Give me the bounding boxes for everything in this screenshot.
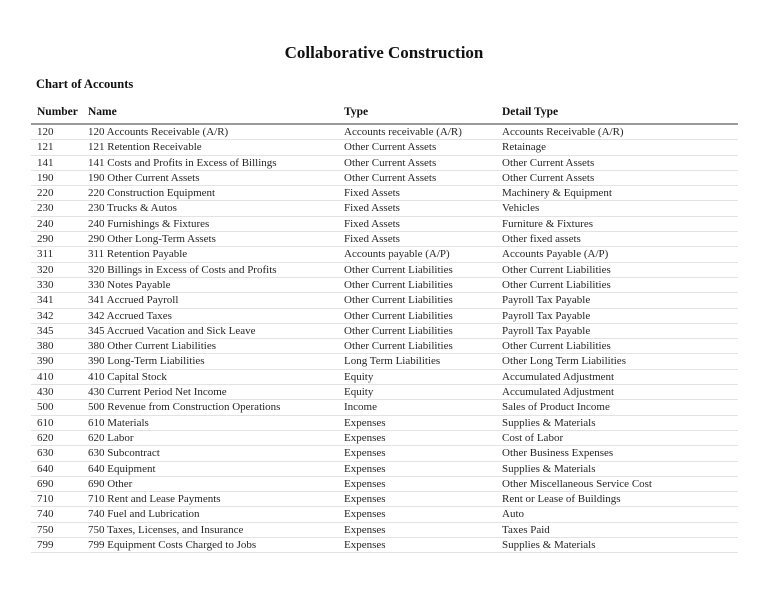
table-row [31, 201, 738, 216]
cell-name: 690 Other [82, 476, 338, 491]
cell-number: 740 [31, 507, 82, 522]
cell-detail-type: Supplies & Materials [496, 415, 738, 430]
cell-type: Other Current Liabilities [338, 308, 496, 323]
table-row [31, 385, 738, 400]
cell-type: Fixed Assets [338, 201, 496, 216]
table-row [31, 124, 738, 140]
cell-number: 141 [31, 155, 82, 170]
cell-detail-type: Taxes Paid [496, 522, 738, 537]
cell-detail-type: Supplies & Materials [496, 461, 738, 476]
cell-number: 500 [31, 400, 82, 415]
column-header-number: Number [31, 105, 82, 124]
cell-detail-type: Auto [496, 507, 738, 522]
table-row [31, 339, 738, 354]
table-row [31, 308, 738, 323]
cell-name: 390 Long-Term Liabilities [82, 354, 338, 369]
cell-detail-type: Other Business Expenses [496, 446, 738, 461]
cell-name: 121 Retention Receivable [82, 140, 338, 155]
cell-number: 710 [31, 492, 82, 507]
cell-type: Fixed Assets [338, 232, 496, 247]
cell-number: 640 [31, 461, 82, 476]
cell-detail-type: Furniture & Fixtures [496, 216, 738, 231]
cell-name: 630 Subcontract [82, 446, 338, 461]
cell-number: 610 [31, 415, 82, 430]
cell-number: 410 [31, 369, 82, 384]
cell-number: 380 [31, 339, 82, 354]
cell-type: Accounts payable (A/P) [338, 247, 496, 262]
cell-detail-type: Other Current Liabilities [496, 262, 738, 277]
cell-detail-type: Other Current Assets [496, 170, 738, 185]
cell-number: 120 [31, 124, 82, 140]
table-row [31, 522, 738, 537]
cell-type: Other Current Liabilities [338, 293, 496, 308]
cell-number: 799 [31, 538, 82, 553]
cell-name: 341 Accrued Payroll [82, 293, 338, 308]
table-row [31, 155, 738, 170]
section-title: Chart of Accounts [36, 77, 134, 91]
column-header-name: Name [82, 105, 338, 124]
cell-name: 740 Fuel and Lubrication [82, 507, 338, 522]
table-row [31, 492, 738, 507]
table-row [31, 415, 738, 430]
cell-name: 410 Capital Stock [82, 369, 338, 384]
cell-number: 240 [31, 216, 82, 231]
table-row [31, 170, 738, 185]
table-row [31, 216, 738, 231]
cell-number: 630 [31, 446, 82, 461]
cell-name: 380 Other Current Liabilities [82, 339, 338, 354]
cell-detail-type: Vehicles [496, 201, 738, 216]
cell-detail-type: Retainage [496, 140, 738, 155]
cell-number: 342 [31, 308, 82, 323]
table-row [31, 186, 738, 201]
cell-detail-type: Payroll Tax Payable [496, 323, 738, 338]
table-row [31, 446, 738, 461]
cell-type: Expenses [338, 522, 496, 537]
cell-number: 345 [31, 323, 82, 338]
cell-detail-type: Payroll Tax Payable [496, 293, 738, 308]
cell-detail-type: Other Miscellaneous Service Cost [496, 476, 738, 491]
cell-detail-type: Accumulated Adjustment [496, 385, 738, 400]
cell-type: Income [338, 400, 496, 415]
cell-type: Equity [338, 385, 496, 400]
cell-number: 230 [31, 201, 82, 216]
cell-type: Other Current Liabilities [338, 277, 496, 292]
cell-type: Other Current Assets [338, 140, 496, 155]
table-row [31, 430, 738, 445]
cell-type: Other Current Liabilities [338, 323, 496, 338]
table-row [31, 262, 738, 277]
cell-name: 230 Trucks & Autos [82, 201, 338, 216]
column-header-detail-type: Detail Type [496, 105, 738, 124]
cell-number: 121 [31, 140, 82, 155]
cell-type: Fixed Assets [338, 186, 496, 201]
table-row [31, 247, 738, 262]
cell-number: 330 [31, 277, 82, 292]
table-row [31, 476, 738, 491]
cell-detail-type: Other fixed assets [496, 232, 738, 247]
cell-name: 141 Costs and Profits in Excess of Billings [82, 155, 338, 170]
cell-detail-type: Other Current Liabilities [496, 339, 738, 354]
table-row [31, 538, 738, 553]
cell-name: 430 Current Period Net Income [82, 385, 338, 400]
cell-type: Expenses [338, 492, 496, 507]
cell-number: 390 [31, 354, 82, 369]
cell-number: 750 [31, 522, 82, 537]
cell-name: 220 Construction Equipment [82, 186, 338, 201]
cell-detail-type: Other Long Term Liabilities [496, 354, 738, 369]
cell-type: Expenses [338, 430, 496, 445]
cell-type: Other Current Liabilities [338, 339, 496, 354]
cell-type: Long Term Liabilities [338, 354, 496, 369]
table-row [31, 369, 738, 384]
table-header-row [31, 105, 738, 124]
cell-number: 341 [31, 293, 82, 308]
cell-name: 750 Taxes, Licenses, and Insurance [82, 522, 338, 537]
cell-type: Other Current Assets [338, 155, 496, 170]
cell-name: 500 Revenue from Construction Operations [82, 400, 338, 415]
table-row [31, 354, 738, 369]
cell-name: 640 Equipment [82, 461, 338, 476]
cell-detail-type: Cost of Labor [496, 430, 738, 445]
cell-type: Other Current Assets [338, 170, 496, 185]
cell-number: 290 [31, 232, 82, 247]
cell-name: 240 Furnishings & Fixtures [82, 216, 338, 231]
cell-type: Expenses [338, 538, 496, 553]
table-body [31, 124, 738, 553]
cell-number: 620 [31, 430, 82, 445]
cell-name: 190 Other Current Assets [82, 170, 338, 185]
cell-number: 690 [31, 476, 82, 491]
cell-name: 345 Accrued Vacation and Sick Leave [82, 323, 338, 338]
cell-detail-type: Machinery & Equipment [496, 186, 738, 201]
page-title: Collaborative Construction [284, 43, 484, 62]
table-row [31, 277, 738, 292]
cell-detail-type: Other Current Assets [496, 155, 738, 170]
table-row [31, 323, 738, 338]
chart-of-accounts-table [31, 105, 738, 553]
table-row [31, 400, 738, 415]
cell-type: Expenses [338, 446, 496, 461]
cell-type: Other Current Liabilities [338, 262, 496, 277]
cell-type: Expenses [338, 461, 496, 476]
cell-type: Fixed Assets [338, 216, 496, 231]
cell-number: 320 [31, 262, 82, 277]
cell-type: Expenses [338, 476, 496, 491]
cell-name: 610 Materials [82, 415, 338, 430]
table-row [31, 232, 738, 247]
table-row [31, 461, 738, 476]
cell-number: 311 [31, 247, 82, 262]
cell-name: 620 Labor [82, 430, 338, 445]
cell-type: Expenses [338, 507, 496, 522]
cell-type: Equity [338, 369, 496, 384]
cell-name: 311 Retention Payable [82, 247, 338, 262]
cell-name: 120 Accounts Receivable (A/R) [82, 124, 338, 140]
cell-type: Accounts receivable (A/R) [338, 124, 496, 140]
cell-name: 290 Other Long-Term Assets [82, 232, 338, 247]
cell-name: 799 Equipment Costs Charged to Jobs [82, 538, 338, 553]
cell-name: 342 Accrued Taxes [82, 308, 338, 323]
cell-detail-type: Accumulated Adjustment [496, 369, 738, 384]
cell-detail-type: Supplies & Materials [496, 538, 738, 553]
table-row [31, 140, 738, 155]
column-header-type: Type [338, 105, 496, 124]
cell-detail-type: Accounts Receivable (A/R) [496, 124, 738, 140]
cell-detail-type: Accounts Payable (A/P) [496, 247, 738, 262]
cell-detail-type: Other Current Liabilities [496, 277, 738, 292]
cell-detail-type: Rent or Lease of Buildings [496, 492, 738, 507]
cell-detail-type: Sales of Product Income [496, 400, 738, 415]
cell-name: 320 Billings in Excess of Costs and Profits [82, 262, 338, 277]
cell-name: 330 Notes Payable [82, 277, 338, 292]
cell-number: 220 [31, 186, 82, 201]
cell-detail-type: Payroll Tax Payable [496, 308, 738, 323]
cell-type: Expenses [338, 415, 496, 430]
cell-number: 430 [31, 385, 82, 400]
table-row [31, 507, 738, 522]
cell-number: 190 [31, 170, 82, 185]
cell-name: 710 Rent and Lease Payments [82, 492, 338, 507]
table-row [31, 293, 738, 308]
